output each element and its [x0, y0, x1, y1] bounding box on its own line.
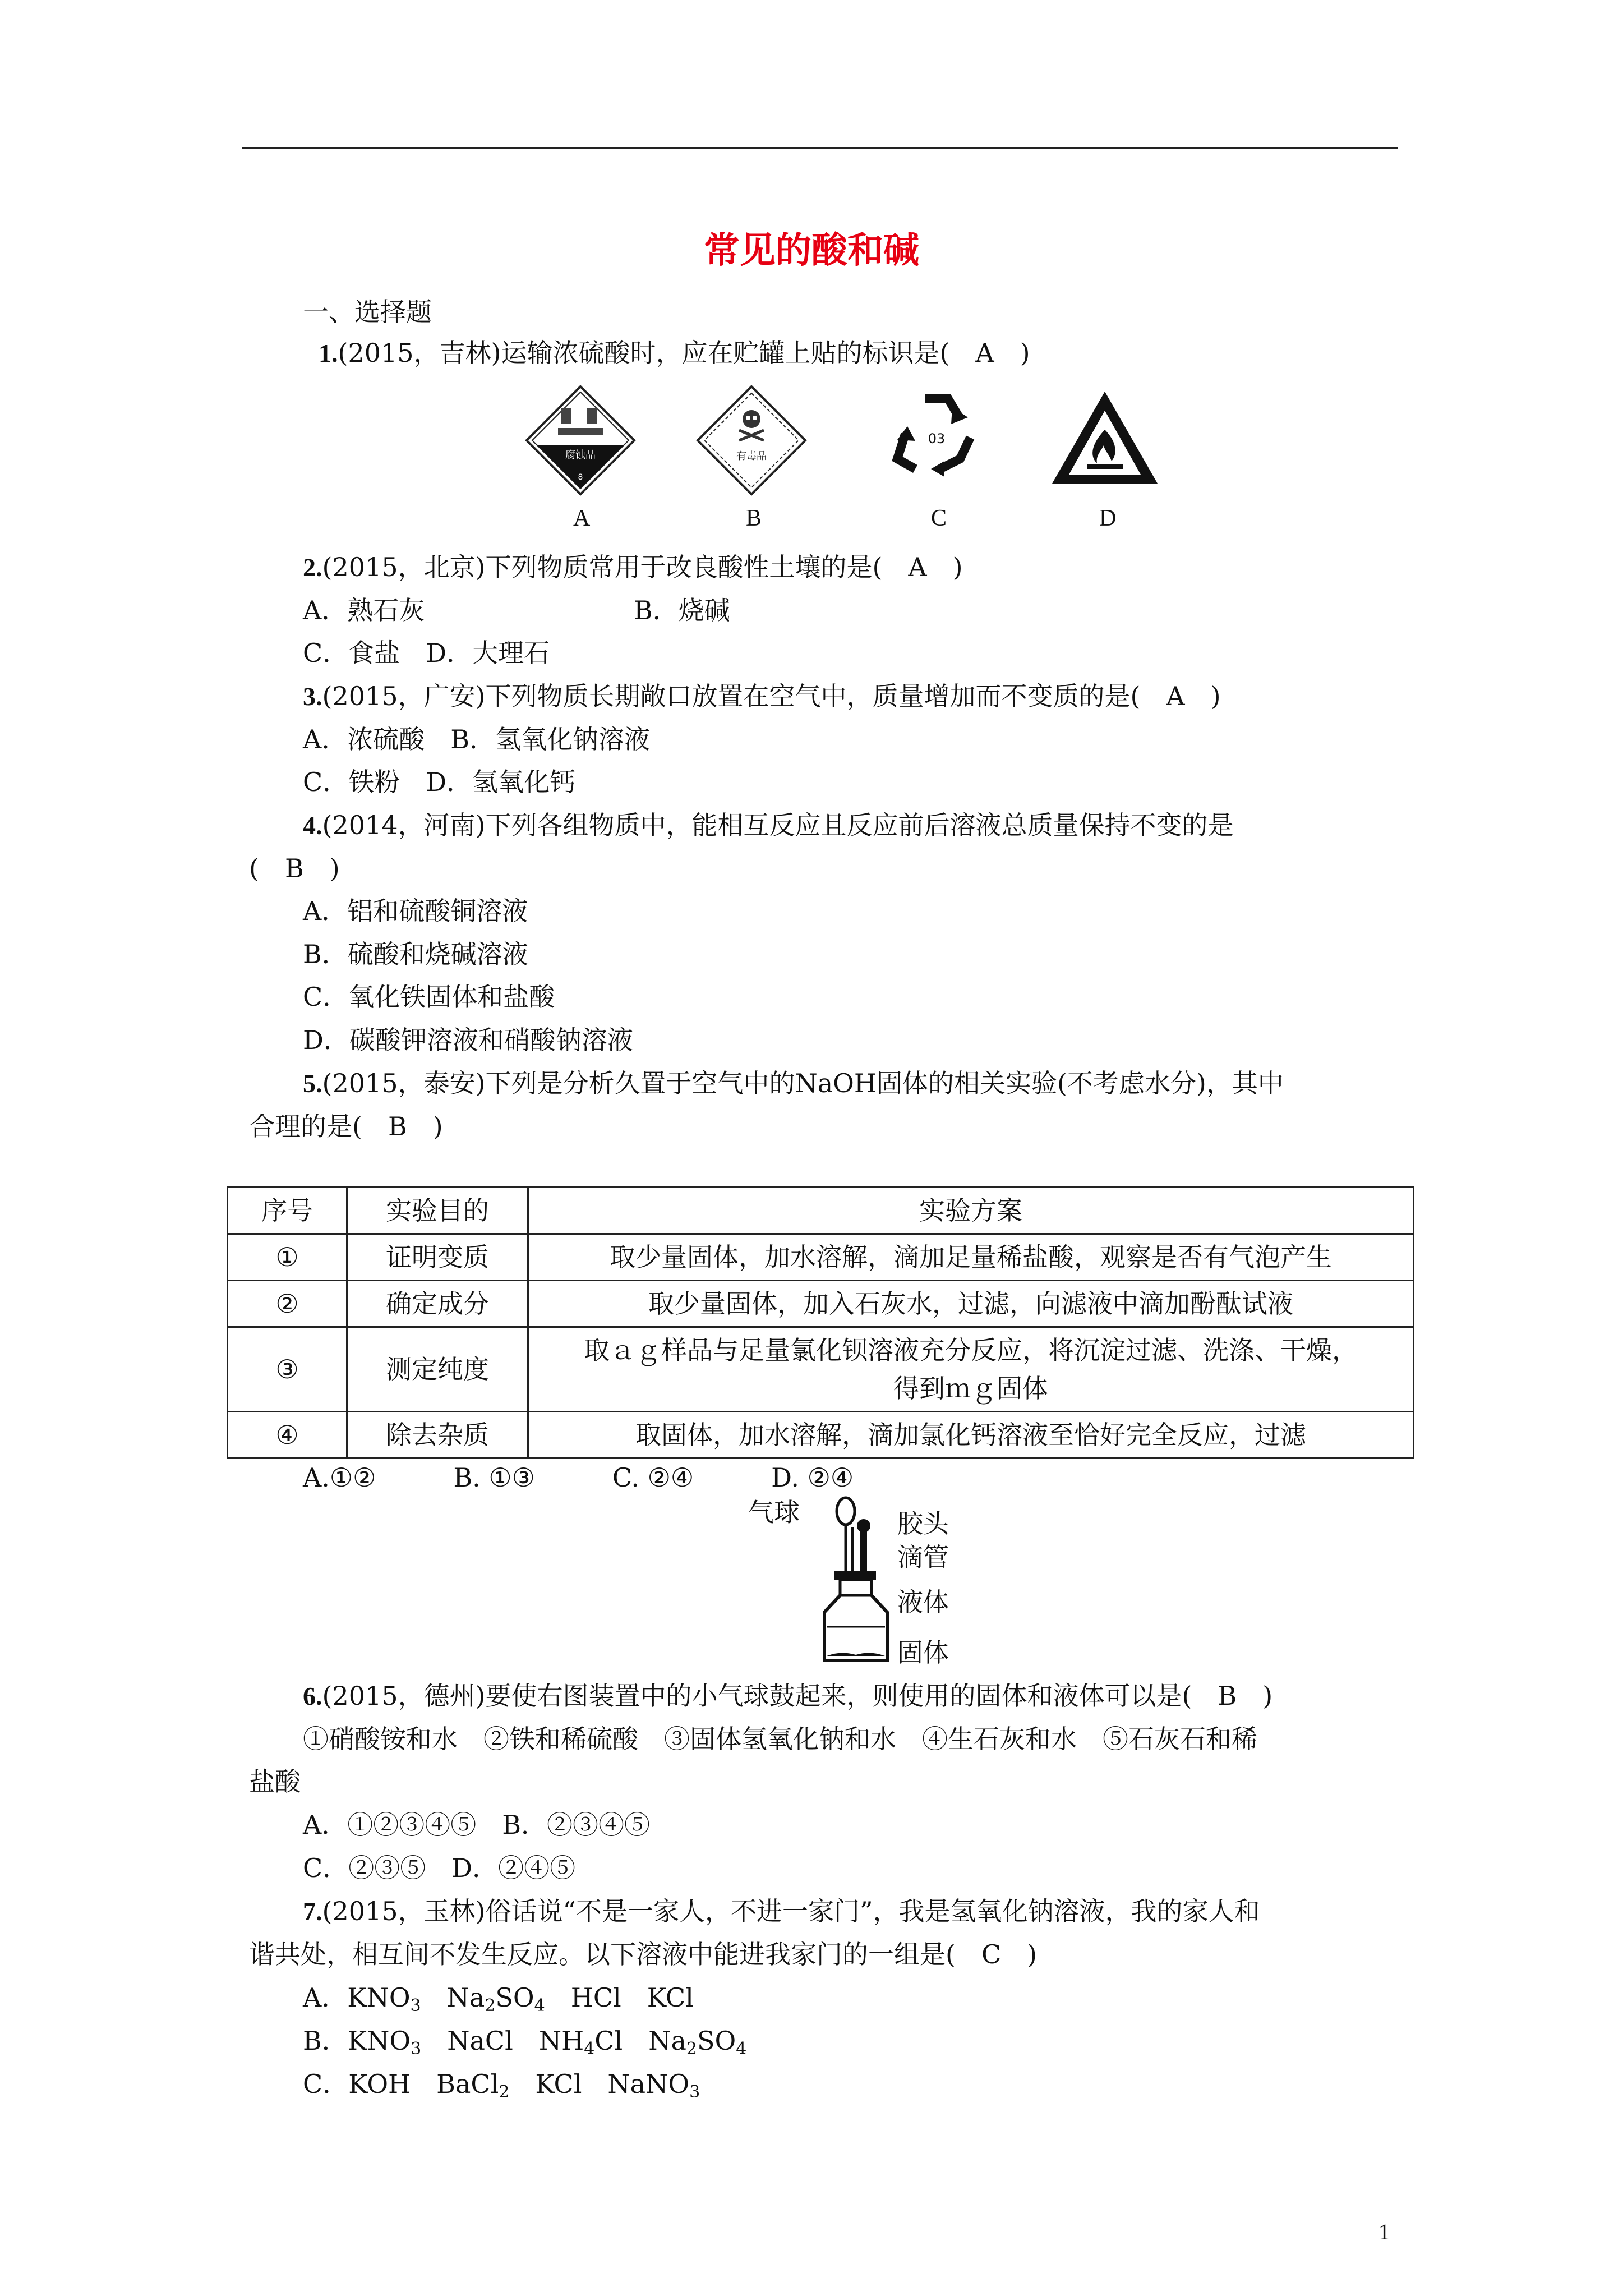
page-number: 1: [1378, 2219, 1390, 2244]
table-cell: 确定成分: [347, 1281, 528, 1327]
toxic-sign-icon: [695, 384, 808, 496]
corrosive-sign-text: 腐蚀品: [565, 449, 596, 461]
experiment-table: [227, 1186, 1414, 1459]
q4-option-d: D．碳酸钾溶液和硝酸钠溶液: [303, 1025, 633, 1055]
sign-label-d: D: [1099, 505, 1117, 531]
label-balloon: 气球: [748, 1497, 800, 1527]
label-dropper-line1: 胶头: [897, 1508, 949, 1539]
q7-text-continued: 谐共处，相互间不发生反应。以下溶液中能进我家门的一组是( C ): [249, 1939, 1038, 1970]
q6-options-ab: A．①②③④⑤ B．②③④⑤: [303, 1810, 651, 1840]
table-cell: ③: [228, 1327, 347, 1412]
flammable-sign-icon: [1049, 387, 1161, 488]
question-text: (2015，玉林)俗话说“不是一家人，不进一家门”，我是氢氧化钠溶液，我的家人和: [322, 1896, 1260, 1926]
q7-option-b: B．$KNO_3$ NaCl $NH_4Cl$ $Na_2SO_4$: [303, 2026, 747, 2059]
question-text: (2015，吉林)运输浓硫酸时，应在贮罐上贴的标识是( A ): [338, 338, 1030, 368]
question-text: (2014，河南)下列各组物质中，能相互反应且反应前后溶液总质量保持不变的是: [322, 810, 1234, 840]
table-cell: 取固体，加水溶解，滴加氯化钙溶液至恰好完全反应，过滤: [528, 1412, 1414, 1458]
recycle-sign-icon: [886, 387, 987, 482]
q2-option-a: A．熟石灰: [303, 595, 425, 625]
table-cell-line: 得到ｍｇ固体: [893, 1373, 1048, 1404]
table-header-cell: 序号: [228, 1188, 347, 1234]
section-heading: 一、选择题: [303, 297, 432, 327]
q6-items-continued: 盐酸: [249, 1766, 301, 1797]
question-text: (2015，泰安)下列是分析久置于空气中的NaOH固体的相关实验(不考虑水分)，其中: [322, 1068, 1284, 1098]
question-number: 3.: [303, 682, 322, 711]
q3-options-cd: C．铁粉 D．氢氧化钙: [303, 767, 576, 797]
header-rule: [242, 147, 1398, 149]
q2-options-cd: C．食盐 D．大理石: [303, 638, 550, 668]
sign-label-a: A: [573, 505, 591, 531]
question-number: 4.: [303, 811, 322, 840]
label-liquid: 液体: [897, 1587, 949, 1617]
table-cell: 取少量固体，加水溶解，滴加足量稀盐酸，观察是否有气泡产生: [528, 1234, 1414, 1281]
question-number: 2.: [303, 553, 322, 582]
recycle-code: 03: [928, 431, 946, 447]
q3-options-ab: A．浓硫酸 B．氢氧化钠溶液: [303, 724, 651, 754]
q4-answer-line: ( B ): [249, 853, 340, 884]
question-text: (2015，德州)要使右图装置中的小气球鼓起来，则使用的固体和液体可以是( B ): [322, 1681, 1273, 1711]
question-3: [303, 676, 1221, 713]
table-header-cell: 实验目的: [347, 1188, 528, 1234]
table-cell: 证明变质: [347, 1234, 528, 1281]
page-title: 常见的酸和碱: [704, 230, 919, 272]
table-cell: 测定纯度: [347, 1327, 528, 1412]
question-text: (2015，北京)下列物质常用于改良酸性土壤的是( A ): [322, 552, 963, 582]
question-number: 1.: [319, 339, 338, 367]
q4-option-a: A．铝和硫酸铜溶液: [303, 896, 528, 926]
sign-label-b: B: [746, 505, 762, 531]
table-row: [228, 1281, 1414, 1327]
table-cell: 除去杂质: [347, 1412, 528, 1458]
q4-option-c: C．氧化铁固体和盐酸: [303, 982, 555, 1012]
table-header-row: [228, 1188, 1414, 1234]
label-dropper-line2: 滴管: [897, 1542, 949, 1572]
table-cell: ②: [228, 1281, 347, 1327]
table-row: [228, 1327, 1414, 1412]
question-text: (2015，广安)下列物质长期敞口放置在空气中，质量增加而不变质的是( A ): [322, 681, 1221, 711]
question-2: [303, 547, 963, 584]
toxic-sign-text: 有毒品: [736, 450, 767, 462]
question-6: [303, 1676, 1272, 1713]
table-cell: 取少量固体，加入石灰水，过滤，向滤液中滴加酚酞试液: [528, 1281, 1414, 1327]
q5-text-continued: 合理的是( B ): [249, 1111, 443, 1142]
q2-option-b: B．烧碱: [634, 595, 730, 625]
question-1: [319, 333, 1030, 370]
q6-options-cd: C．②③⑤ D．②④⑤: [303, 1853, 576, 1883]
table-row: [228, 1234, 1414, 1281]
question-5: [303, 1063, 1284, 1100]
q7-option-a: A．$KNO_3$ $Na_2SO_4$ HCl KCl: [303, 1982, 694, 2016]
label-solid: 固体: [897, 1637, 949, 1668]
question-number: 5.: [303, 1069, 322, 1098]
q4-option-b: B．硫酸和烧碱溶液: [303, 939, 528, 969]
q6-items: ①硝酸铵和水 ②铁和稀硫酸 ③固体氢氧化钠和水 ④生石灰和水 ⑤石灰石和稀: [303, 1724, 1257, 1754]
table-cell: ④: [228, 1412, 347, 1458]
table-cell: [528, 1327, 1414, 1412]
corrosive-sign-icon: [524, 384, 637, 496]
question-number: 7.: [303, 1897, 322, 1926]
table-cell-line: 取ａｇ样品与足量氯化钡溶液充分反应，将沉淀过滤、洗涤、干燥，: [584, 1335, 1358, 1365]
sign-label-c: C: [931, 505, 947, 531]
corrosive-class-number: 8: [578, 473, 583, 482]
question-7: [303, 1891, 1260, 1928]
table-cell: ①: [228, 1234, 347, 1281]
q7-option-c: C．KOH BaCl$_2$ KCl NaNO$_3$: [303, 2069, 700, 2102]
question-4: [303, 805, 1233, 842]
q5-options: A.①② B. ①③ C. ②④ D. ②④: [303, 1462, 854, 1493]
table-header-cell: 实验方案: [528, 1188, 1414, 1234]
table-row: [228, 1412, 1414, 1458]
question-number: 6.: [303, 1682, 322, 1710]
